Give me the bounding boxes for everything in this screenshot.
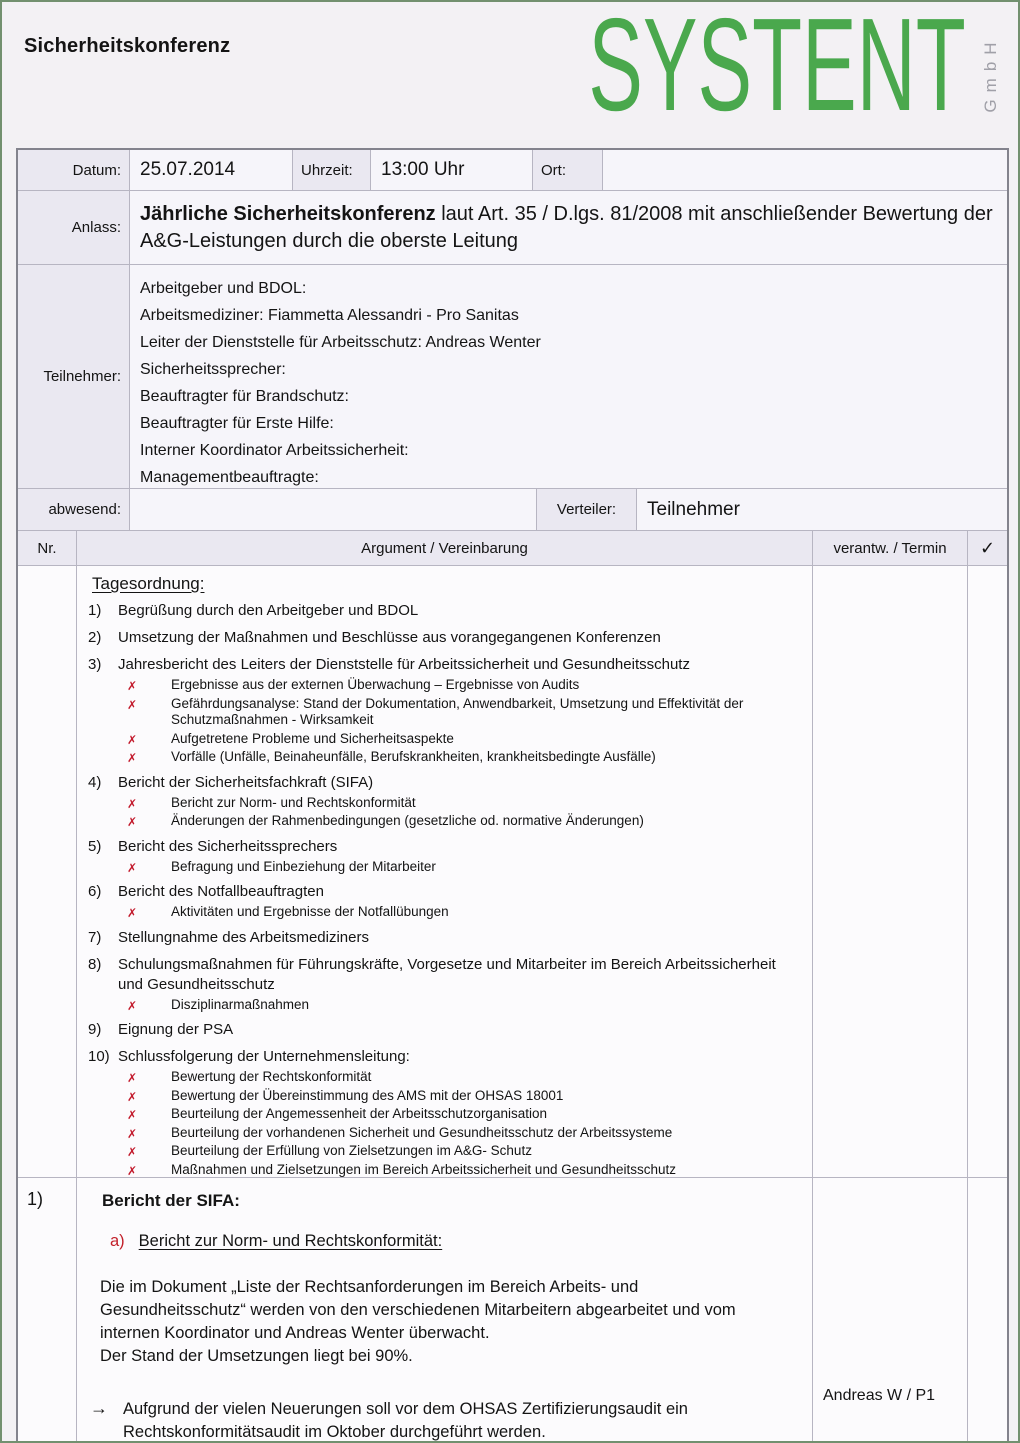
agenda-subitem-text: Bericht zur Norm- und Rechtskonformität (171, 794, 416, 810)
col-header-nr: Nr. (18, 531, 76, 565)
agenda-item-text: Bericht des Notfallbeauftragten (118, 883, 324, 900)
agenda-item (83, 628, 802, 648)
cross-icon: ✗ (127, 1145, 138, 1159)
document-title: Sicherheitskonferenz (24, 35, 231, 57)
cross-icon: ✗ (127, 751, 138, 765)
row-table-header (18, 530, 1007, 565)
entry1-action-text: Aufgrund der vielen Neuerungen soll vor dem OHSAS Zertifizierungsaudit ein Rechtskonformitätsaudit im Oktober durchgeführt werden. (123, 1400, 688, 1441)
agenda-subitem (127, 1106, 802, 1123)
agenda-subitem-text: Änderungen der Rahmenbedingungen (gesetzliche od. normative Änderungen) (171, 813, 644, 828)
agenda-item-text: Eignung der PSA (118, 1021, 234, 1038)
agenda-item-number: 6) (88, 883, 102, 900)
cross-icon: ✗ (127, 1163, 138, 1177)
uhrzeit-label: Uhrzeit: (292, 150, 370, 190)
anlass-label: Anlass: (18, 191, 129, 264)
agenda-item-text: Bericht des Sicherheitssprechers (118, 837, 338, 855)
agenda-item (83, 773, 802, 793)
company-logo (357, 0, 966, 138)
entry1-action (90, 1398, 812, 1443)
row-agenda (18, 565, 1007, 1177)
agenda-subitem (127, 1162, 802, 1178)
agenda-item-number: 8) (88, 955, 102, 973)
agenda-subitem-text: Maßnahmen und Zielsetzungen im Bereich Arbeitssicherheit und Gesundheitsschutz (171, 1161, 677, 1177)
ort-label: Ort: (532, 150, 602, 190)
entry1-subheading-text: Bericht zur Norm- und Rechtskonformität: (138, 1232, 443, 1250)
agenda-subitem (127, 997, 802, 1014)
row-abwesend (18, 488, 1007, 530)
agenda-cell (76, 566, 812, 1177)
agenda-subitem-text: Bewertung der Rechtskonformität (171, 1069, 372, 1084)
cross-icon: ✗ (127, 815, 138, 829)
entry1-paragraph: Die im Dokument „Liste der Rechtsanforderungen im Bereich Arbeits- und Gesundheitsschutz“ werden von den verschiedenen Mitarbeitern abgearbeitet und vom internen Koordinator und Andreas Wenter überwacht. (100, 1278, 736, 1342)
agenda-subitem (127, 749, 802, 766)
abwesend-label: abwesend: (18, 489, 129, 530)
uhrzeit-value: 13:00 Uhr (370, 150, 532, 190)
entry1-title: Bericht der SIFA: (102, 1191, 240, 1210)
anlass-value (129, 191, 1007, 264)
agenda-item-text: Schlussfolgerung der Unternehmensleitung: (118, 1048, 410, 1065)
agenda-subitem (127, 813, 802, 830)
row-teilnehmer (18, 264, 1007, 488)
col-header-verantw: verantw. / Termin (812, 531, 967, 565)
ort-value (602, 150, 1007, 190)
agenda-item-number: 2) (88, 629, 102, 646)
agenda-subitem-text: Disziplinarmaßnahmen (171, 996, 310, 1012)
agenda-subitem (127, 904, 802, 921)
agenda-item-number: 4) (88, 773, 102, 791)
cross-icon: ✗ (127, 1089, 138, 1104)
teilnehmer-line: Beauftragter für Erste Hilfe: (140, 415, 334, 432)
entry1-subheading (110, 1232, 812, 1251)
agenda-subitem-text: Aktivitäten und Ergebnisse der Notfallübungen (171, 904, 449, 919)
cross-icon: ✗ (127, 860, 138, 875)
agenda-item-text: Bericht der Sicherheitsfachkraft (SIFA) (118, 773, 374, 791)
agenda-item-number: 9) (88, 1021, 102, 1038)
cross-icon: ✗ (127, 1071, 138, 1085)
teilnehmer-line: Beauftragter für Brandschutz: (140, 388, 349, 405)
agenda-subitem (127, 1088, 802, 1105)
agenda-subitem (127, 1125, 802, 1142)
col-header-argument: Argument / Vereinbarung (76, 531, 812, 565)
agenda-nr-cell (18, 566, 76, 1177)
company-logo-suffix: GmbH (981, 35, 1000, 113)
agenda-subitem (127, 731, 802, 748)
arrow-icon: → (90, 1398, 108, 1418)
agenda-item-text: Begrüßung durch den Arbeitgeber und BDOL (118, 602, 419, 619)
teilnehmer-line: Managementbeauftragte: (140, 469, 319, 486)
cross-icon: ✗ (127, 679, 138, 693)
agenda-subitem (127, 1143, 802, 1160)
row-entry-1 (18, 1177, 1007, 1443)
agenda-item (83, 882, 802, 902)
entry1-nr: 1) (18, 1178, 76, 1443)
teilnehmer-line: Sicherheitssprecher: (140, 361, 286, 378)
agenda-item (83, 837, 802, 857)
agenda-subitem-text: Vorfälle (Unfälle, Beinaheunfälle, Berufskrankheiten, krankheitsbedingte Ausfälle) (171, 749, 656, 764)
agenda-subitem-text: Bewertung der Übereinstimmung des AMS mit der OHSAS 18001 (171, 1087, 564, 1103)
agenda-subitem-text: Gefährdungsanalyse: Stand der Dokumentation, Anwendbarkeit, Umsetzung und Effektivität der Schutzmaßnahmen - Wirksamkeit (171, 695, 744, 727)
datum-label: Datum: (18, 150, 129, 190)
agenda-item-text: Schulungsmaßnahmen für Führungskräfte, Vorgesetze und Mitarbeiter im Bereich Arbeitssicherheit und Gesundheitsschutz (118, 955, 776, 993)
cross-icon: ✗ (127, 1126, 138, 1141)
col-header-check (967, 531, 1007, 565)
teilnehmer-label: Teilnehmer: (18, 265, 129, 488)
entry1-subheading-letter: a) (110, 1232, 125, 1250)
agenda-item-number: 1) (88, 602, 102, 619)
teilnehmer-line: Arbeitsmediziner: Fiammetta Alessandri - Pro Sanitas (140, 307, 519, 324)
agenda-item-number: 3) (88, 656, 102, 673)
agenda-subitem-text: Beurteilung der Angemessenheit der Arbeitsschutzorganisation (171, 1106, 547, 1121)
agenda-subitem-text: Befragung und Einbeziehung der Mitarbeiter (171, 858, 436, 874)
cross-icon: ✗ (127, 906, 138, 920)
agenda-heading: Tagesordnung: (92, 574, 205, 593)
agenda-item (83, 655, 802, 675)
check-icon: ✓ (979, 537, 996, 558)
verteiler-label: Verteiler: (536, 489, 636, 530)
teilnehmer-line: Leiter der Dienststelle für Arbeitsschutz: Andreas Wenter (140, 334, 541, 351)
cross-icon: ✗ (127, 998, 138, 1013)
row-anlass (18, 190, 1007, 264)
agenda-item (83, 1047, 802, 1067)
agenda-subitem-text: Ergebnisse aus der externen Überwachung – Ergebnisse von Audits (171, 677, 580, 692)
agenda-subitem (127, 859, 802, 876)
entry1-paragraph2: Der Stand der Umsetzungen liegt bei 90%. (100, 1347, 413, 1365)
agenda-item-text: Stellungnahme des Arbeitsmediziners (118, 928, 369, 946)
teilnehmer-list (129, 265, 1007, 488)
anlass-value-rest: laut Art. 35 / D.lgs. 81/2008 mit anschließender Bewertung der A&G-Leistungen durch die oberste Leitung (140, 203, 993, 252)
agenda-subitem-text: Aufgetretene Probleme und Sicherheitsaspekte (171, 730, 454, 746)
teilnehmer-line: Interner Koordinator Arbeitssicherheit: (140, 442, 409, 459)
anlass-value-bold: Jährliche Sicherheitskonferenz (140, 203, 436, 225)
agenda-check-cell (967, 566, 1007, 1177)
agenda-item-number: 10) (88, 1048, 110, 1065)
agenda-item-number: 5) (88, 837, 102, 855)
agenda-subitem (127, 795, 802, 812)
cross-icon: ✗ (127, 732, 138, 747)
datum-value: 25.07.2014 (129, 150, 292, 190)
agenda-item (83, 928, 802, 948)
teilnehmer-line: Arbeitgeber und BDOL: (140, 280, 307, 297)
entry1-verantw: Andreas W / P1 (812, 1178, 967, 1443)
cross-icon: ✗ (127, 1108, 138, 1122)
abwesend-value (129, 489, 536, 530)
agenda-item-number: 7) (88, 928, 102, 946)
agenda-subitem (127, 677, 802, 694)
agenda-subitem-text: Beurteilung der vorhandenen Sicherheit und Gesundheitsschutz der Arbeitssysteme (171, 1124, 673, 1140)
agenda-verantw-cell (812, 566, 967, 1177)
agenda-item-text: Umsetzung der Maßnahmen und Beschlüsse aus vorangegangenen Konferenzen (118, 629, 661, 646)
row-meta (18, 150, 1007, 190)
agenda-subitem (127, 1069, 802, 1086)
agenda-item-text: Jahresbericht des Leiters der Dienststelle für Arbeitssicherheit und Gesundheitsschutz (118, 656, 690, 673)
agenda-subitem (127, 696, 802, 729)
verteiler-value: Teilnehmer (636, 489, 1007, 530)
entry1-content (76, 1178, 812, 1443)
company-logo-text: SYSTENT (588, 0, 966, 138)
agenda-subitem-text: Beurteilung der Erfüllung von Zielsetzungen im A&G- Schutz (171, 1143, 532, 1158)
cross-icon: ✗ (127, 796, 138, 811)
agenda-item (83, 1020, 802, 1040)
cross-icon: ✗ (127, 697, 138, 712)
entry1-check-cell (967, 1178, 1007, 1443)
protocol-table (16, 148, 1009, 1441)
agenda-item (83, 601, 802, 621)
agenda-item (83, 955, 802, 995)
